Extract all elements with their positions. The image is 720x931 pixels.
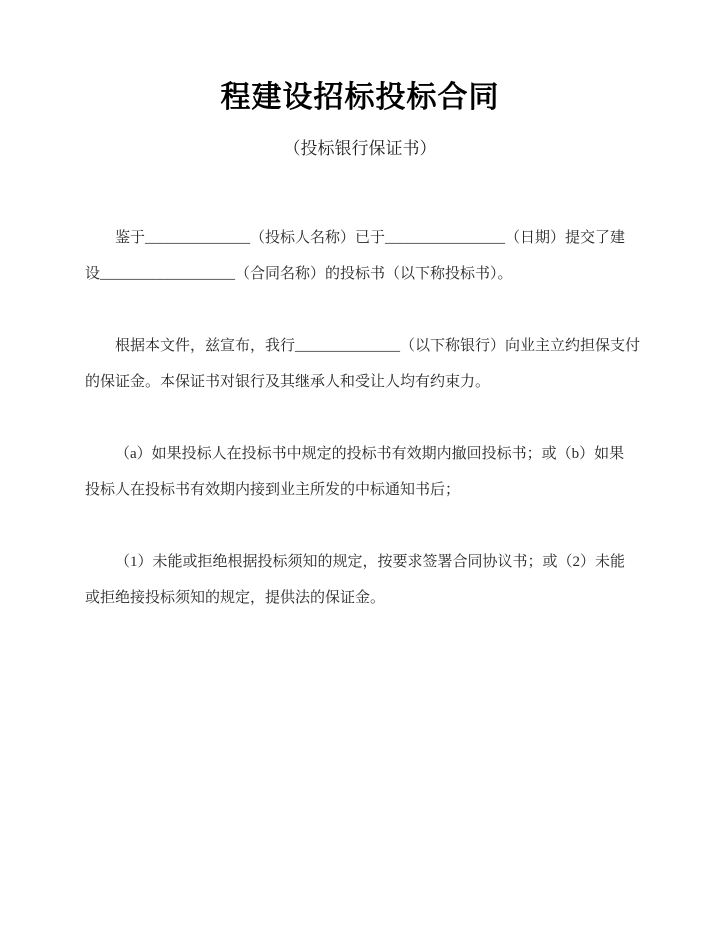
paragraph-line: 根据本文件，兹宣布，我行______________（以下称银行）向业主立约担保支付 xyxy=(115,338,641,354)
paragraph-condition-a xyxy=(85,436,635,508)
paragraph-condition-1 xyxy=(85,544,635,616)
paragraph-line: 投标人在投标书有效期内接到业主所发的中标通知书后； xyxy=(85,482,461,498)
document-subtitle: （投标银行保证书） xyxy=(283,139,437,158)
document-title: 程建设招标投标合同 xyxy=(220,81,500,114)
paragraph-line: （a）如果投标人在投标书中规定的投标书有效期内撤回投标书；或（b）如果 xyxy=(115,446,625,462)
paragraph-line: 的保证金。本保证书对银行及其继承人和受让人均有约束力。 xyxy=(85,374,491,390)
paragraph-line: 设__________________（合同名称）的投标书（以下称投标书）。 xyxy=(85,266,513,282)
paragraph-declaration xyxy=(85,328,641,400)
paragraph-line: 鉴于______________（投标人名称）已于________________（日期）提交了建 xyxy=(115,230,626,246)
document-body xyxy=(85,220,641,616)
paragraph-preamble xyxy=(85,220,635,292)
paragraph-line: 或拒绝接投标须知的规定，提供法的保证金。 xyxy=(85,590,386,606)
paragraph-line: （1）未能或拒绝根据投标须知的规定，按要求签署合同协议书；或（2）未能 xyxy=(115,554,626,570)
